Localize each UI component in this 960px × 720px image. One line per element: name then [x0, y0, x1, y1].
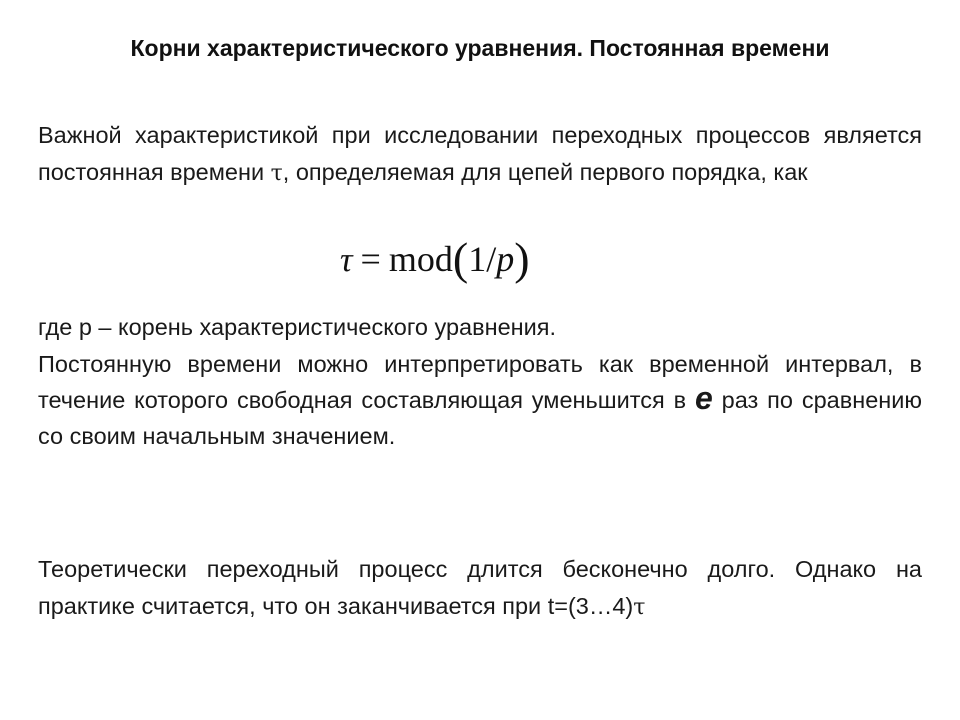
formula-tau: τ: [340, 240, 353, 279]
duration-text: Теоретически переходный процесс длится бесконечно долго. Однако на практике считается, что он заканчивается при t=(3…4): [38, 556, 922, 619]
intro-text-end: , определяемая для цепей первого порядка, как: [282, 159, 808, 185]
formula-left-paren: (: [452, 233, 469, 284]
tau-symbol: τ: [270, 161, 283, 186]
formula-mod: mod: [388, 239, 453, 279]
root-definition-line: где p – корень характеристического уравнения.: [38, 314, 557, 340]
intro-text: Важной характеристикой при исследовании переходных процессов является постоянная времени: [38, 122, 922, 185]
interpretation-text: Постоянную времени можно интерпретировать как временной интервал, в течение которого свободная составляющая уменьшится в: [38, 351, 922, 413]
slide-title: Корни характеристического уравнения. Постоянная времени: [130, 35, 830, 61]
paragraph-duration: [38, 551, 922, 626]
e-symbol: e: [694, 380, 713, 416]
formula-numerator: 1/: [468, 239, 497, 279]
tau-symbol-end: τ: [633, 595, 646, 620]
time-constant-formula: [340, 232, 580, 294]
formula-p: p: [496, 239, 515, 279]
formula-equals: =: [360, 239, 381, 279]
formula-right-paren: ): [514, 233, 530, 284]
paragraph-interpretation: [38, 309, 922, 454]
paragraph-time-constant-intro: [38, 117, 922, 192]
interpretation-text-end: раз по сравнению со своим начальным значением.: [38, 387, 922, 449]
